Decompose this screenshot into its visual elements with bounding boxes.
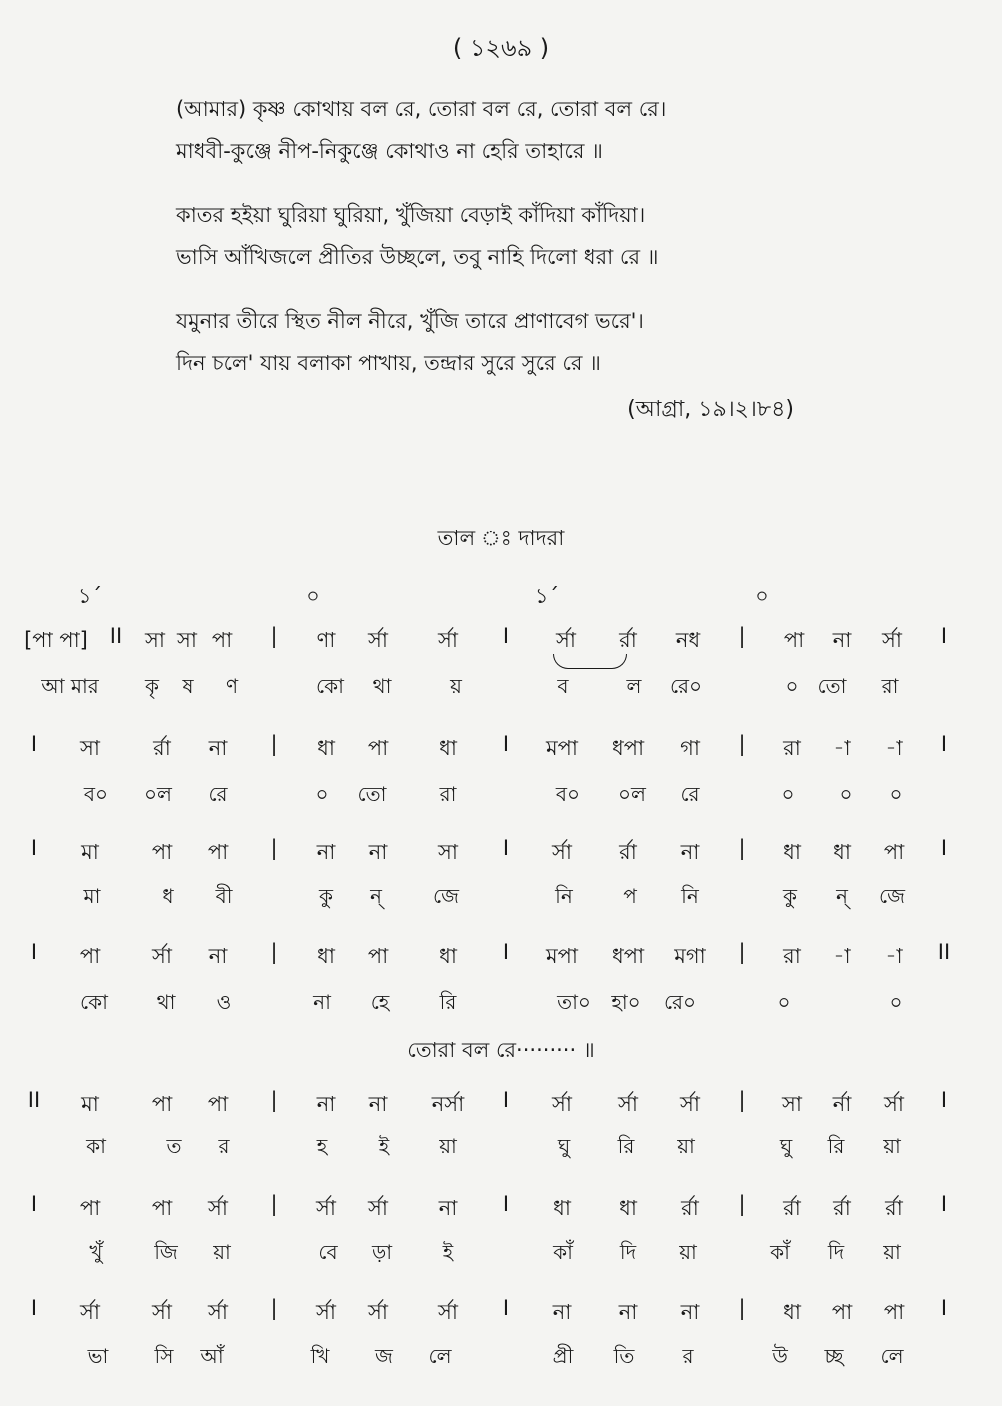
lyric-syllable: আঁ — [200, 1344, 224, 1368]
song-lyrics — [176, 88, 816, 406]
bar-line: | — [738, 940, 746, 964]
note-row — [0, 940, 1002, 976]
bar-line: I — [940, 1088, 948, 1112]
note-symbol: পা — [367, 944, 389, 968]
lyric-syllable: ন্ — [836, 884, 848, 908]
note-symbol: ধা — [317, 736, 335, 760]
verse-line: যমুনার তীরে স্থিত নীল নীরে, খুঁজি তারে প্রাণাবেগ ভরে'। — [176, 309, 644, 333]
lyric-syllable: ও — [216, 990, 232, 1014]
note-symbol: মগা — [674, 944, 706, 968]
lyric-syllable: ষ — [182, 674, 194, 698]
lyric-syllable: তো — [357, 782, 387, 806]
note-symbol: র্রা — [885, 1196, 903, 1220]
lyric-syllable: ০ — [315, 782, 329, 806]
bar-line: | — [270, 1296, 278, 1320]
note-symbol: না — [208, 944, 228, 968]
note-symbol: র্সা — [316, 1196, 336, 1220]
bar-line: | — [738, 1088, 746, 1112]
lyric-syllable: য়া — [213, 1240, 231, 1264]
note-symbol: র্সা — [552, 1092, 572, 1116]
lyric-syllable: দি — [827, 1240, 845, 1264]
lyric-syllable: ০ল — [144, 782, 172, 806]
note-symbol: সা — [145, 628, 165, 652]
note-symbol: র্সা — [208, 1196, 228, 1220]
note-symbol: র্রা — [783, 1196, 801, 1220]
note-row — [0, 836, 1002, 872]
stanza — [176, 194, 816, 278]
note-symbol: র্সা — [368, 1196, 388, 1220]
lyric-syllable: হে — [370, 990, 390, 1014]
note-symbol: না — [680, 840, 700, 864]
lyric-row — [0, 1132, 1002, 1168]
lyric-syllable: রে — [208, 782, 228, 806]
bar-line: I — [30, 1296, 38, 1320]
note-symbol: না — [368, 1092, 388, 1116]
lyric-syllable: রা — [439, 782, 457, 806]
lyric-syllable: প — [623, 884, 637, 908]
note-symbol: রা — [783, 736, 801, 760]
bar-line: I — [30, 1192, 38, 1216]
lyric-syllable: খি — [310, 1344, 330, 1368]
verse-line: দিন চলে' যায় বলাকা পাখায়, তন্দ্রার সুরে সুরে রে ॥ — [176, 351, 601, 375]
lyric-syllable: ত — [166, 1134, 182, 1158]
bar-line: I — [502, 732, 510, 756]
lyric-syllable: মা — [83, 884, 101, 908]
note-symbol: ধা — [833, 840, 851, 864]
verse-line: মাধবী-কুঞ্জে নীপ-নিকুঞ্জে কোথাও না হেরি তাহারে ॥ — [176, 139, 603, 163]
lyric-syllable: তো — [817, 674, 847, 698]
bar-line: I — [502, 1192, 510, 1216]
bar-line: I — [30, 732, 38, 756]
lyric-syllable: জে — [878, 884, 906, 908]
note-symbol: র্রা — [681, 1196, 699, 1220]
note-symbol: গা — [680, 736, 700, 760]
lyric-syllable: বে — [318, 1240, 338, 1264]
lyric-syllable: ০ — [777, 990, 791, 1014]
note-symbol: র্সা — [680, 1092, 700, 1116]
note-symbol: র্রা — [619, 840, 637, 864]
bar-line: I — [940, 836, 948, 860]
lyric-syllable: ০ — [839, 782, 853, 806]
page-number: ( ১২৬৯ ) — [452, 34, 550, 62]
note-symbol: -া — [833, 736, 851, 760]
lyric-syllable: ড়া — [371, 1240, 393, 1264]
note-symbol: ধপা — [611, 944, 645, 968]
lyric-syllable: রে — [680, 782, 700, 806]
lyric-syllable: খুঁ — [89, 1240, 103, 1264]
note-symbol: -া — [885, 944, 903, 968]
lyric-syllable: কাঁ — [770, 1240, 790, 1264]
note-symbol: র্সা — [152, 944, 172, 968]
note-symbol: পা — [151, 1196, 173, 1220]
note-symbol: না — [552, 1300, 572, 1324]
note-symbol: র্সা — [556, 628, 576, 652]
note-symbol: সা — [438, 840, 458, 864]
tal-heading: তাল ঃ দাদরা — [437, 526, 565, 550]
verse-line: ভাসি আঁখিজলে প্রীতির উচ্ছলে, তবু নাহি দিলো ধরা রে ॥ — [176, 245, 659, 269]
lyric-syllable: হা০ — [611, 990, 641, 1014]
lyric-row — [0, 988, 1002, 1024]
bar-line: I — [940, 1192, 948, 1216]
note-symbol: ধা — [439, 944, 457, 968]
note-symbol: র্রা — [833, 1196, 851, 1220]
note-symbol: র্সা — [618, 1092, 638, 1116]
note-symbol: র্সা — [368, 1300, 388, 1324]
lyric-syllable: দি — [619, 1240, 637, 1264]
note-symbol: পা — [207, 1092, 229, 1116]
lyric-syllable: ল — [626, 674, 642, 698]
note-symbol: পা — [151, 840, 173, 864]
note-symbol: পা — [883, 1300, 905, 1324]
note-symbol: পা — [883, 840, 905, 864]
note-symbol: না — [680, 1300, 700, 1324]
verse-line: কাতর হইয়া ঘুরিয়া ঘুরিয়া, খুঁজিয়া বেড়াই কাঁদিয়া কাঁদিয়া। — [176, 203, 646, 227]
note-symbol: ধপা — [611, 736, 645, 760]
note-symbol: পা — [79, 1196, 101, 1220]
lyric-syllable: বী — [215, 884, 233, 908]
bar-line: II — [109, 624, 123, 648]
note-symbol: ধা — [317, 944, 335, 968]
note-symbol: ধা — [783, 1300, 801, 1324]
bar-line: | — [270, 1088, 278, 1112]
beat-marker: ১´ — [534, 584, 560, 608]
lyric-syllable: রি — [439, 990, 457, 1014]
lyric-syllable: আ মার — [41, 674, 99, 698]
bar-line: II — [27, 1088, 41, 1112]
lyric-syllable: র — [218, 1134, 230, 1158]
bar-line: I — [30, 940, 38, 964]
bar-line: | — [270, 624, 278, 648]
note-symbol: র্না — [832, 1092, 852, 1116]
note-symbol: পা — [207, 840, 229, 864]
note-symbol: ধা — [619, 1196, 637, 1220]
lyric-syllable: ০ — [781, 782, 795, 806]
note-symbol: সা — [80, 736, 100, 760]
lyric-syllable: থা — [156, 990, 176, 1014]
lyric-row — [0, 1238, 1002, 1274]
note-row — [0, 624, 1002, 660]
note-symbol: -া — [885, 736, 903, 760]
bar-line: I — [502, 940, 510, 964]
lyric-syllable: কো — [316, 674, 344, 698]
note-symbol: ধা — [783, 840, 801, 864]
lyric-syllable: লে — [880, 1344, 904, 1368]
bar-line: I — [502, 836, 510, 860]
bar-line: | — [738, 836, 746, 860]
note-symbol: র্সা — [438, 1300, 458, 1324]
lyric-syllable: কাঁ — [553, 1240, 573, 1264]
bar-line: | — [270, 940, 278, 964]
lyric-syllable: ই — [378, 1134, 390, 1158]
note-symbol: মপা — [545, 736, 579, 760]
lyric-syllable: য়া — [679, 1240, 697, 1264]
note-symbol: মা — [81, 840, 99, 864]
lyric-syllable: য়া — [883, 1240, 901, 1264]
lyric-syllable: রে০ — [669, 674, 703, 698]
bar-line: | — [738, 1192, 746, 1216]
lyric-syllable: নি — [555, 884, 573, 908]
note-symbol: র্সা — [368, 628, 388, 652]
lyric-syllable: ই — [442, 1240, 454, 1264]
bar-line: | — [270, 732, 278, 756]
note-symbol: পা — [367, 736, 389, 760]
note-row — [0, 1192, 1002, 1228]
lyric-syllable: জ — [375, 1344, 393, 1368]
note-symbol: -া — [833, 944, 851, 968]
lyric-syllable: ঘু — [779, 1134, 793, 1158]
lyric-syllable: রি — [617, 1134, 635, 1158]
lyric-syllable: কা — [86, 1134, 106, 1158]
note-symbol: না — [438, 1196, 458, 1220]
lyric-syllable: ব০ — [83, 782, 109, 806]
lyric-syllable: রি — [827, 1134, 845, 1158]
note-symbol: সা — [782, 1092, 802, 1116]
lyric-syllable: ০ — [889, 990, 903, 1014]
note-symbol: না — [316, 1092, 336, 1116]
lyric-syllable: ধ — [162, 884, 174, 908]
note-symbol: না — [368, 840, 388, 864]
note-symbol: র্রা — [153, 736, 171, 760]
lyric-syllable: য়া — [439, 1134, 457, 1158]
lyric-syllable: ০ — [785, 674, 799, 698]
note-symbol: র্সা — [208, 1300, 228, 1324]
stanza — [176, 300, 816, 384]
lyric-syllable: কৃ — [145, 674, 159, 698]
bar-line: I — [940, 624, 948, 648]
lyric-syllable: কু — [783, 884, 797, 908]
bar-line: I — [502, 1296, 510, 1320]
lyric-syllable: ণ — [225, 674, 239, 698]
lyric-row — [0, 672, 1002, 708]
note-symbol: [পা পা] — [24, 628, 88, 652]
note-symbol: র্সা — [882, 628, 902, 652]
bar-line: | — [270, 836, 278, 860]
lyric-syllable: চ্ছ — [824, 1344, 844, 1368]
note-symbol: র্সা — [152, 1300, 172, 1324]
bar-line: I — [502, 624, 510, 648]
beat-markers — [0, 580, 1002, 610]
lyric-syllable: ব — [557, 674, 569, 698]
note-symbol: সা — [177, 628, 197, 652]
note-symbol: মা — [81, 1092, 99, 1116]
bar-line: | — [738, 1296, 746, 1320]
note-symbol: পা — [151, 1092, 173, 1116]
lyric-syllable: র — [682, 1344, 694, 1368]
note-row — [0, 1296, 1002, 1332]
refrain-note: তোরা বল রে········· ॥ — [407, 1038, 595, 1062]
lyric-syllable: ০ল — [618, 782, 646, 806]
lyric-syllable: য়া — [883, 1134, 901, 1158]
note-symbol: র্সা — [80, 1300, 100, 1324]
lyric-syllable: ভা — [87, 1344, 109, 1368]
beat-marker: ১´ — [77, 584, 103, 608]
lyric-syllable: উ — [772, 1344, 788, 1368]
lyric-syllable: রা — [881, 674, 899, 698]
bar-line: I — [940, 1296, 948, 1320]
note-symbol: পা — [831, 1300, 853, 1324]
bar-line: I — [502, 1088, 510, 1112]
lyric-syllable: রে০ — [663, 990, 697, 1014]
lyric-syllable: নি — [681, 884, 699, 908]
bar-line: I — [30, 836, 38, 860]
note-symbol: পা — [79, 944, 101, 968]
note-row — [0, 1088, 1002, 1124]
lyric-syllable: হ — [316, 1134, 328, 1158]
lyric-syllable: সি — [154, 1344, 174, 1368]
lyric-syllable: জি — [154, 1240, 178, 1264]
composition-date: (আগ্রা, ১৯।২।৮৪) — [627, 397, 794, 422]
note-symbol: র্সা — [884, 1092, 904, 1116]
lyric-row — [0, 1342, 1002, 1378]
lyric-syllable: ০ — [889, 782, 903, 806]
note-symbol: ধা — [553, 1196, 571, 1220]
note-symbol: না — [316, 840, 336, 864]
note-symbol: মপা — [545, 944, 579, 968]
note-symbol: না — [618, 1300, 638, 1324]
lyric-syllable: ঘু — [557, 1134, 571, 1158]
bar-line: I — [940, 732, 948, 756]
lyric-syllable: থা — [372, 674, 392, 698]
lyric-syllable: য়া — [677, 1134, 695, 1158]
bar-line: | — [738, 732, 746, 756]
lyric-syllable: তা০ — [557, 990, 591, 1014]
lyric-syllable: কো — [80, 990, 108, 1014]
note-row — [0, 732, 1002, 768]
note-symbol: না — [832, 628, 852, 652]
lyric-syllable: ন্ — [370, 884, 382, 908]
note-symbol: পা — [211, 628, 233, 652]
beat-marker: ০ — [306, 584, 320, 608]
lyric-syllable: কু — [319, 884, 333, 908]
note-symbol: র্রা — [619, 628, 637, 652]
lyric-syllable: তি — [613, 1344, 635, 1368]
lyric-syllable: প্রী — [552, 1344, 574, 1368]
note-symbol: রা — [783, 944, 801, 968]
note-symbol: র্সা — [552, 840, 572, 864]
verse-line: (আমার) কৃষ্ণ কোথায় বল রে, তোরা বল রে, তোরা বল রে। — [176, 97, 667, 121]
lyric-syllable: য় — [450, 674, 462, 698]
bar-line: | — [738, 624, 746, 648]
lyric-syllable: জে — [432, 884, 460, 908]
note-symbol: র্সা — [316, 1300, 336, 1324]
note-symbol: ণা — [316, 628, 336, 652]
note-symbol: র্সা — [438, 628, 458, 652]
bar-line: | — [270, 1192, 278, 1216]
note-symbol: নর্সা — [431, 1092, 465, 1116]
bar-line: II — [937, 940, 951, 964]
note-symbol: না — [208, 736, 228, 760]
beat-marker: ০ — [755, 584, 769, 608]
note-symbol: নধ — [675, 628, 701, 652]
note-symbol: ধা — [439, 736, 457, 760]
lyric-row — [0, 780, 1002, 816]
note-symbol: পা — [783, 628, 805, 652]
lyric-syllable: ব০ — [555, 782, 581, 806]
lyric-syllable: না — [313, 990, 331, 1014]
lyric-syllable: লে — [428, 1344, 452, 1368]
stanza — [176, 88, 816, 172]
lyric-row — [0, 882, 1002, 918]
